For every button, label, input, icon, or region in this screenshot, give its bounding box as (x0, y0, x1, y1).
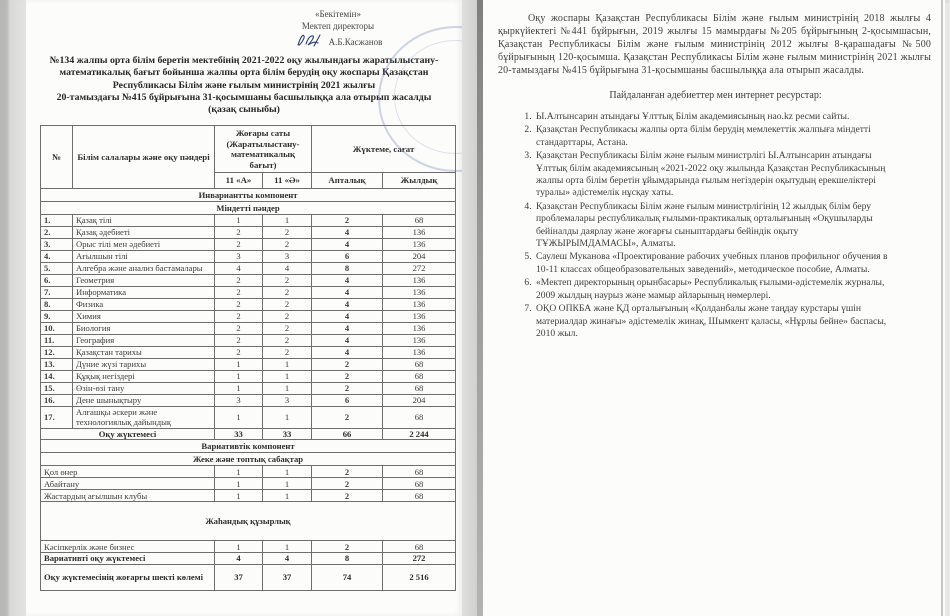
subject-name: География (73, 334, 215, 346)
table-row (41, 310, 456, 322)
row-number: 11. (41, 334, 73, 346)
hours-11b: 1 (263, 406, 312, 428)
reference-item: 6. «Мектеп директорының орынбасары» Республикалық ғылыми-әдістемелік журналы, 2009 жылдың наурыз және мамыр айларының нөмерлері. (534, 277, 893, 302)
table-row (41, 394, 456, 406)
hours-yearly: 68 (383, 478, 456, 490)
hours-weekly: 2 (312, 370, 383, 382)
reference-item: 2. Қазақстан Республикасы жалпы орта білім берудің мемлекеттік жалпыға міндетті стандарттары, Астана. (534, 124, 893, 149)
reference-item: 7. ОҚО ОПКБА және ҚД орталығының «Қолданбалы және таңдау курстары үшін материалдар жинағы» әдістемелік жинақ, Шымкент қаласы, «Нұрлы бейне» баспасы, 2010 жыл. (534, 303, 893, 340)
table-row (41, 262, 456, 274)
table-row (41, 502, 456, 541)
hours-11a: 4 (215, 553, 263, 565)
hours-11a: 1 (215, 466, 263, 478)
subject-name: Алгебра және анализ бастамалары (73, 262, 215, 274)
row-number: 15. (41, 382, 73, 394)
header-track-group: Жоғары саты (Жаратылыстану-математикалық бағыт) (215, 126, 312, 173)
hours-11a: 4 (215, 262, 263, 274)
hours-11b: 1 (263, 370, 312, 382)
hours-11b: 37 (263, 564, 312, 590)
subject-name: Физика (73, 298, 215, 310)
hours-11b: 2 (263, 286, 312, 298)
hours-weekly: 66 (312, 428, 383, 440)
row-number: 2. (41, 226, 73, 238)
table-row (41, 564, 456, 590)
hours-11a: 3 (215, 250, 263, 262)
hours-yearly: 136 (383, 238, 456, 250)
hours-11a: 2 (215, 274, 263, 286)
hours-11a: 1 (215, 370, 263, 382)
hours-11b: 4 (263, 553, 312, 565)
total-label: Оқу жүктемесі (41, 428, 215, 440)
row-number: 9. (41, 310, 73, 322)
header-yearly: Жылдық (383, 173, 456, 189)
table-row (41, 428, 456, 440)
hours-yearly: 272 (383, 553, 456, 565)
row-number: 16. (41, 394, 73, 406)
subject-name: Жастардың ағылшын клубы (41, 490, 215, 502)
reference-item: 1. Ы.Алтынсарин атындағы Ұлттық Білім академиясының нао.kz ресми сайты. (534, 111, 893, 123)
title-subtitle: (қазақ сыныбы) (208, 104, 280, 116)
subject-name: Қазақстан тарихы (73, 346, 215, 358)
hours-weekly: 4 (312, 286, 383, 298)
subject-name: Информатика (73, 286, 215, 298)
hours-11a: 1 (215, 541, 263, 553)
hours-11b: 1 (263, 214, 312, 226)
hours-yearly: 136 (383, 298, 456, 310)
section-label: Инвариантты компонент (41, 188, 456, 201)
hours-11a: 2 (215, 226, 263, 238)
hours-yearly: 68 (383, 406, 456, 428)
hours-weekly: 2 (312, 358, 383, 370)
hours-yearly: 204 (383, 250, 456, 262)
table-row (41, 274, 456, 286)
hours-weekly: 2 (312, 541, 383, 553)
references-list (498, 111, 893, 340)
title-line: 20-тамыздағы №415 бұйрығына 31-қосымшаны басшылыққа ала отырып жасалды (56, 91, 432, 103)
approval-word: «Бекітемін» (315, 9, 361, 19)
section-label: Міндетті пәндер (41, 201, 456, 214)
hours-yearly: 68 (383, 214, 456, 226)
total-label: Вариативті оқу жүктемесі (41, 553, 215, 565)
hours-yearly: 136 (383, 334, 456, 346)
table-row (41, 453, 456, 466)
hours-weekly: 4 (312, 226, 383, 238)
header-class-11a: 11 «А» (215, 173, 263, 189)
hours-11a: 2 (215, 334, 263, 346)
hours-yearly: 204 (383, 394, 456, 406)
hours-11b: 1 (263, 541, 312, 553)
page-left (26, 0, 462, 616)
scan-left-edge (0, 0, 26, 616)
curriculum-table (40, 125, 456, 591)
hours-weekly: 2 (312, 466, 383, 478)
subject-name: Дүние жүзі тарихы (73, 358, 215, 370)
hours-yearly: 136 (383, 322, 456, 334)
subject-name: Өзін-өзі тану (73, 382, 215, 394)
hours-weekly: 4 (312, 334, 383, 346)
table-row (41, 406, 456, 428)
header-subject: Білім салалары және оқу пәндері (73, 126, 215, 189)
hours-11b: 2 (263, 334, 312, 346)
hours-11a: 2 (215, 322, 263, 334)
hours-11a: 37 (215, 564, 263, 590)
hours-weekly: 8 (312, 262, 383, 274)
row-number: 8. (41, 298, 73, 310)
table-row (41, 250, 456, 262)
hours-11b: 2 (263, 298, 312, 310)
row-number: 12. (41, 346, 73, 358)
row-number: 5. (41, 262, 73, 274)
table-row (41, 201, 456, 214)
table-row (41, 440, 456, 453)
hours-weekly: 4 (312, 310, 383, 322)
row-number: 4. (41, 250, 73, 262)
hours-weekly: 2 (312, 382, 383, 394)
subject-name: Химия (73, 310, 215, 322)
right-page-content (483, 0, 945, 340)
hours-11a: 1 (215, 358, 263, 370)
hours-weekly: 4 (312, 274, 383, 286)
hours-11a: 2 (215, 310, 263, 322)
table-row (41, 334, 456, 346)
hours-11a: 1 (215, 478, 263, 490)
hours-11b: 2 (263, 226, 312, 238)
table-row (41, 214, 456, 226)
hours-yearly: 136 (383, 286, 456, 298)
reference-item: 5. Саулеш Муканова «Проектирование рабочих учебных планов профильног обучения в 10-11 классах общеобразовательных заведений», методическое пособие, Алматы. (534, 251, 893, 276)
hours-11b: 4 (263, 262, 312, 274)
reference-item: 3. Қазақстан Республикасы Білім және ғылым министрлігі Ы.Алтынсарин атындағы Ұлттық білім академиясының «2021-2022 оқу жылында Қазақстан Республикасының жалпы орта білім беретін ұйымдарында ғылым негіздерін оқытудың ерекшеліктері туралы» әдістемелік нұсқау хаты. (534, 150, 893, 200)
table-row (41, 346, 456, 358)
table-row (41, 226, 456, 238)
hours-yearly: 136 (383, 274, 456, 286)
scan-right-edge (941, 0, 943, 616)
title-line: математикалық бағыт бойынша жалпы орта білім берудің оқу жоспары Қазақстан (59, 67, 429, 79)
reference-item: 4. Қазақстан Республикасы Білім және ғылым министрлігінің 12 жылдық білім беру проблемалары республикалық ғылыми-практикалық орталығының «Оқушыларды бейіналды даярлау және жоғарғы сыныптардағы бейіндік оқыту ТҰЖЫРЫМДАМАСЫ», Алматы. (534, 201, 893, 251)
hours-11a: 3 (215, 394, 263, 406)
total-label: Оқу жүктемесінің жоғарғы шекті көлемі (41, 564, 215, 590)
header-weekly: Апталық (312, 173, 383, 189)
hours-11a: 33 (215, 428, 263, 440)
subject-name: Қазақ әдебиеті (73, 226, 215, 238)
title-line: Республикасы Білім және ғылым министрінің 2021 жылғы (112, 79, 376, 91)
table-row (41, 286, 456, 298)
hours-11a: 1 (215, 490, 263, 502)
hours-weekly: 74 (312, 564, 383, 590)
hours-weekly: 4 (312, 298, 383, 310)
section-label: Вариативтік компонент (41, 440, 456, 453)
hours-weekly: 6 (312, 250, 383, 262)
hours-11a: 2 (215, 238, 263, 250)
row-number: 13. (41, 358, 73, 370)
hours-11b: 1 (263, 490, 312, 502)
hours-weekly: 2 (312, 478, 383, 490)
hours-11b: 2 (263, 346, 312, 358)
table-row (41, 466, 456, 478)
hours-11b: 3 (263, 394, 312, 406)
hours-11b: 3 (263, 250, 312, 262)
approval-role: Мектеп директоры (301, 20, 375, 31)
hours-yearly: 68 (383, 382, 456, 394)
table-row (41, 490, 456, 502)
title-line: №134 жалпы орта білім беретін мектебінің 2021-2022 оқу жылындағы жаратылыстану- (49, 55, 439, 66)
subject-name: Құқық негіздері (73, 370, 215, 382)
hours-11b: 1 (263, 478, 312, 490)
hours-11a: 1 (215, 406, 263, 428)
table-row (41, 541, 456, 553)
subject-name: Ағылшын тілі (73, 250, 215, 262)
intro-paragraph: Оқу жоспары Қазақстан Республикасы Білім және ғылым министрінің 2018 жылғы 4 қыркүйектегі №441 бұйрығын, 2019 жылғы 15 мамырдағы №205 бұйрығының 2-қосымшасын, Қазақстан Республикасы Білім және ғылым министрінің 2012 жылғы 8-қарашадағы №500 бұйрығының 120-қосымша. Қазақстан Республикасы Білім және ғылым министрінің 2021 жылғы 20-тамыздағы №415 бұйрығына 31-қосымшаны басшылыққа ала отырып жасалды. (498, 13, 931, 76)
row-number: 10. (41, 322, 73, 334)
hours-11a: 1 (215, 382, 263, 394)
hours-11b: 2 (263, 274, 312, 286)
hours-weekly: 4 (312, 322, 383, 334)
row-number: 3. (41, 238, 73, 250)
hours-11a: 2 (215, 346, 263, 358)
table-row (41, 382, 456, 394)
hours-yearly: 136 (383, 226, 456, 238)
hours-weekly: 8 (312, 553, 383, 565)
hours-weekly: 4 (312, 238, 383, 250)
subject-name: Орыс тілі мен әдебиеті (73, 238, 215, 250)
hours-yearly: 68 (383, 358, 456, 370)
hours-11a: 2 (215, 286, 263, 298)
page-right (483, 0, 945, 616)
row-number: 14. (41, 370, 73, 382)
table-row (41, 238, 456, 250)
hours-yearly: 68 (383, 541, 456, 553)
subject-name: Биология (73, 322, 215, 334)
subject-name: Алғашқы әскери және технологиялық дайындық (73, 406, 215, 428)
table-row (41, 188, 456, 201)
row-number: 1. (41, 214, 73, 226)
subject-name: Дене шынықтыру (73, 394, 215, 406)
table-row (41, 358, 456, 370)
header-number: № (41, 126, 73, 189)
table-row (41, 322, 456, 334)
hours-yearly: 136 (383, 310, 456, 322)
row-number: 17. (41, 406, 73, 428)
hours-11b: 33 (263, 428, 312, 440)
hours-yearly: 272 (383, 262, 456, 274)
hours-weekly: 2 (312, 406, 383, 428)
hours-11b: 2 (263, 322, 312, 334)
hours-weekly: 2 (312, 214, 383, 226)
hours-11b: 1 (263, 466, 312, 478)
hours-11a: 2 (215, 298, 263, 310)
table-row (41, 298, 456, 310)
subject-name: Қазақ тілі (73, 214, 215, 226)
hours-yearly: 2 516 (383, 564, 456, 590)
table-row (41, 478, 456, 490)
hours-weekly: 4 (312, 346, 383, 358)
page-gutter-shadow (462, 0, 478, 616)
hours-yearly: 68 (383, 370, 456, 382)
hours-yearly: 68 (383, 466, 456, 478)
hours-yearly: 2 244 (383, 428, 456, 440)
hours-11b: 1 (263, 358, 312, 370)
plan-table-body (41, 188, 456, 590)
subject-name: Кәсіпкерлік және бизнес (41, 541, 215, 553)
hours-11b: 1 (263, 382, 312, 394)
hours-11a: 1 (215, 214, 263, 226)
section-label: Жаһандық құзырлық (41, 502, 456, 541)
references-heading: Пайдаланған әдебиеттер мен интернет ресурстар: (609, 90, 822, 101)
hours-11b: 2 (263, 238, 312, 250)
handwritten-signature-icon (294, 32, 328, 47)
subject-name: Қол өнер (41, 466, 215, 478)
row-number: 6. (41, 274, 73, 286)
signatory-name: А.Б.Касжанов (328, 36, 383, 47)
hours-weekly: 2 (312, 490, 383, 502)
table-row (41, 553, 456, 565)
hours-weekly: 6 (312, 394, 383, 406)
header-class-11b: 11 «Ә» (263, 173, 312, 189)
header-load-group: Жүктеме, сағат (312, 126, 456, 173)
hours-yearly: 68 (383, 490, 456, 502)
subject-name: Геометрия (73, 274, 215, 286)
hours-11b: 2 (263, 310, 312, 322)
table-row (41, 370, 456, 382)
subject-name: Абайтану (41, 478, 215, 490)
hours-yearly: 136 (383, 346, 456, 358)
section-label: Жеке және топтық сабақтар (41, 453, 456, 466)
row-number: 7. (41, 286, 73, 298)
